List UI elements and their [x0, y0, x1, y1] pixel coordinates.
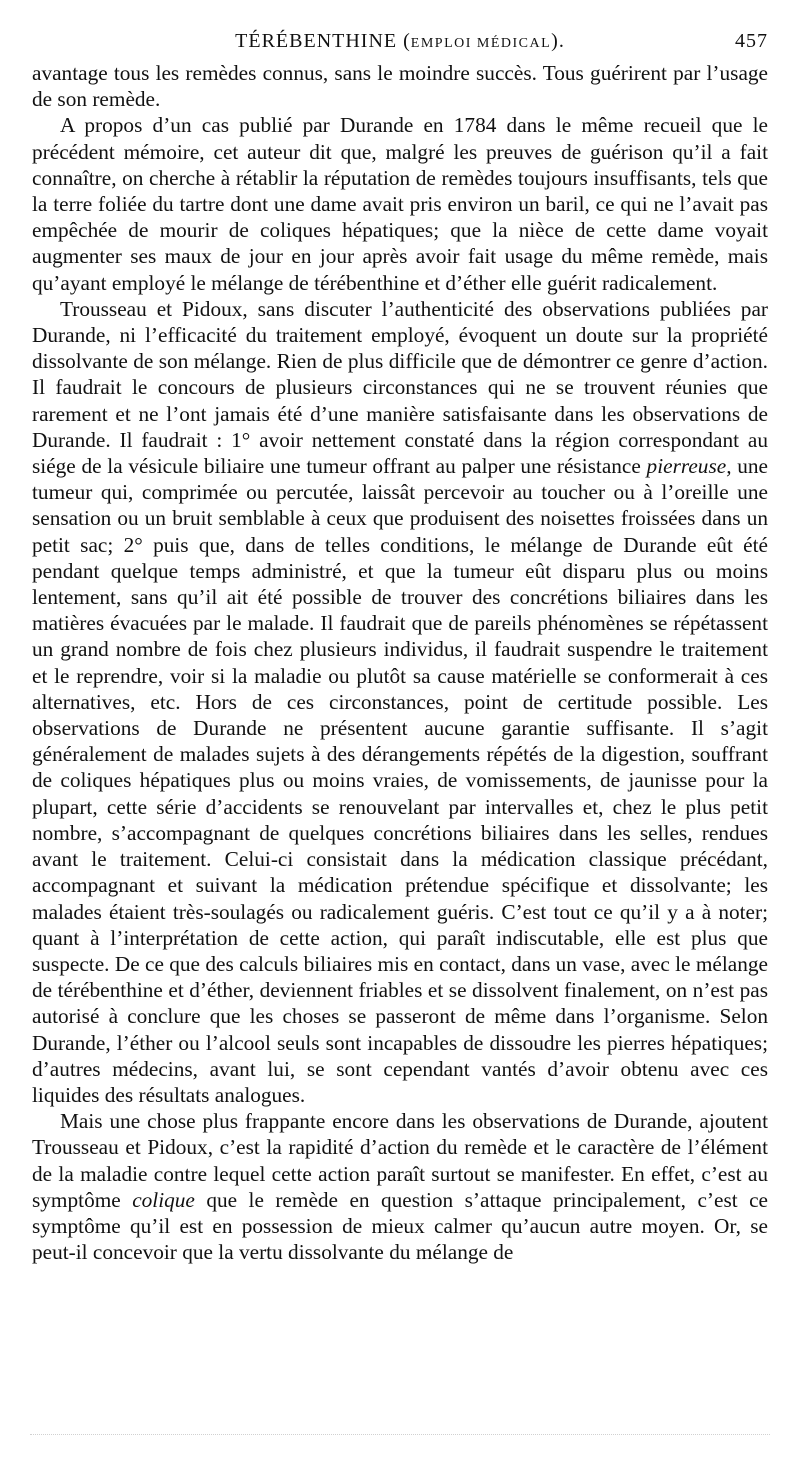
running-title: [32, 30, 768, 53]
italic-term: pierreuse,: [646, 454, 732, 479]
text-run: avantage tous les remèdes connus, sans le moindre succès. Tous guérirent par l’usage de son remède.: [32, 61, 768, 112]
text-run: Mais une chose plus frappante encore dans les observations de Durande, ajoutent Trousseau et Pidoux, c’est la rapidité d’action du remède et le caractère de l’élément de la maladie contre lequel cette action paraît surtout se manifester. En effet, c’est au symptôme: [32, 1109, 768, 1212]
running-title-subtitle: EMPLOI MÉDICAL: [410, 36, 552, 51]
text-run: une tumeur qui, comprimée ou percutée, laissât percevoir au toucher ou à l’oreille une sensation ou un bruit semblable à ceux que produisent des noisettes froissées dans un petit sac; 2° puis que, dans de telles conditions, le mélange de Durande eût été pendant quelque temps administré, et que la tumeur eût disparu plus ou moins lentement, sans qu’il ait été possible de trouver des concrétions biliaires dans les matières évacuées par le malade. Il faudrait que de pareils phénomènes se répétassent un grand nombre de fois chez plusieurs individus, il faudrait suspendre le traitement et le reprendre, voir si la maladie ou plutôt sa cause matérielle se conformerait à ces alternatives, etc. Hors de ces circonstances, point de certitude possible. Les observations de Durande ne présentent aucune garantie suffisante. Il s’agit généralement de malades sujets à des dérangements répétés de la digestion, souffrant de coliques hépatiques plus ou moins vraies, de vomissements, de jaunisse pour la plupart, cette série d’accidents se renouvelant par intervalles et, chez le plus petit nombre, s’accompagnant de quelques concrétions biliaires dans les selles, rendues avant le traitement. Celui-ci consistait dans la médication classique précédant, accompagnant et suivant la médication prétendue spécifique et dissolvante; les malades étaient très-soulagés ou radicalement guéris. C’est tout ce qu’il y a à noter; quant à l’interprétation de cette action, qui paraît indiscutable, elle est plus que suspecte. De ce que des calculs biliaires mis en contact, dans un vase, avec le mélange de térébenthine et d’éther, deviennent friables et se dissolvent finalement, on n’est pas autorisé à conclure que les choses se passeront de même dans l’organisme. Selon Durande, l’éther ou l’alcool seuls sont incapables de dissoudre les pierres hépatiques; d’autres médecins, avant lui, se sont cependant vantés d’avoir obtenu avec ces liquides des résultats analogues.: [32, 454, 768, 1107]
paragraph: [32, 1108, 768, 1265]
book-page: [32, 30, 768, 1265]
paragraph: [32, 60, 768, 112]
scan-margin-mark: [30, 1434, 770, 1443]
running-title-end: ).: [551, 30, 565, 52]
page-number: 457: [735, 30, 768, 52]
running-head: [32, 30, 768, 60]
paragraph: [32, 112, 768, 295]
text-run: que le remède en question s’attaque principalement, c’est ce symptôme qu’il est en possession de mieux calmer qu’aucun autre moyen. Or, se peut-il concevoir que la vertu dissolvante du mélange de: [32, 1187, 768, 1265]
running-title-main: TÉRÉBENTHINE (: [235, 30, 411, 52]
text-run: Trousseau et Pidoux, sans discuter l’authenticité des observations publiées par Durande, ni l’efficacité du traitement employé, évoquent un doute sur la propriété dissolvante de son mélange. Rien de plus difficile que de démontrer ce genre d’action. Il faudrait le concours de plusieurs circonstances qui ne se trouvent réunies que rarement et ne l’ont jamais été d’une manière satisfaisante dans les observations de Durande. Il faudrait : 1° avoir nettement constaté dans la région correspondant au siége de la vésicule biliaire une tumeur offrant au palper une résistance: [32, 296, 768, 479]
italic-term: colique: [132, 1187, 195, 1212]
paragraph: [32, 296, 768, 1108]
body-text: [32, 60, 768, 1265]
text-run: A propos d’un cas publié par Durande en 1784 dans le même recueil que le précédent mémoire, cet auteur dit que, malgré les preuves de guérison qu’il a fait connaître, on cherche à rétablir la réputation de remèdes toujours insuffisants, tels que la terre foliée du tartre dont une dame avait pris environ un baril, ce qui ne l’avait pas empêchée de mourir de coliques hépatiques; que la nièce de cette dame voyait augmenter ses maux de jour en jour après avoir fait usage du même remède, mais qu’ayant employé le mélange de térébenthine et d’éther elle guérit radicalement.: [32, 113, 768, 295]
